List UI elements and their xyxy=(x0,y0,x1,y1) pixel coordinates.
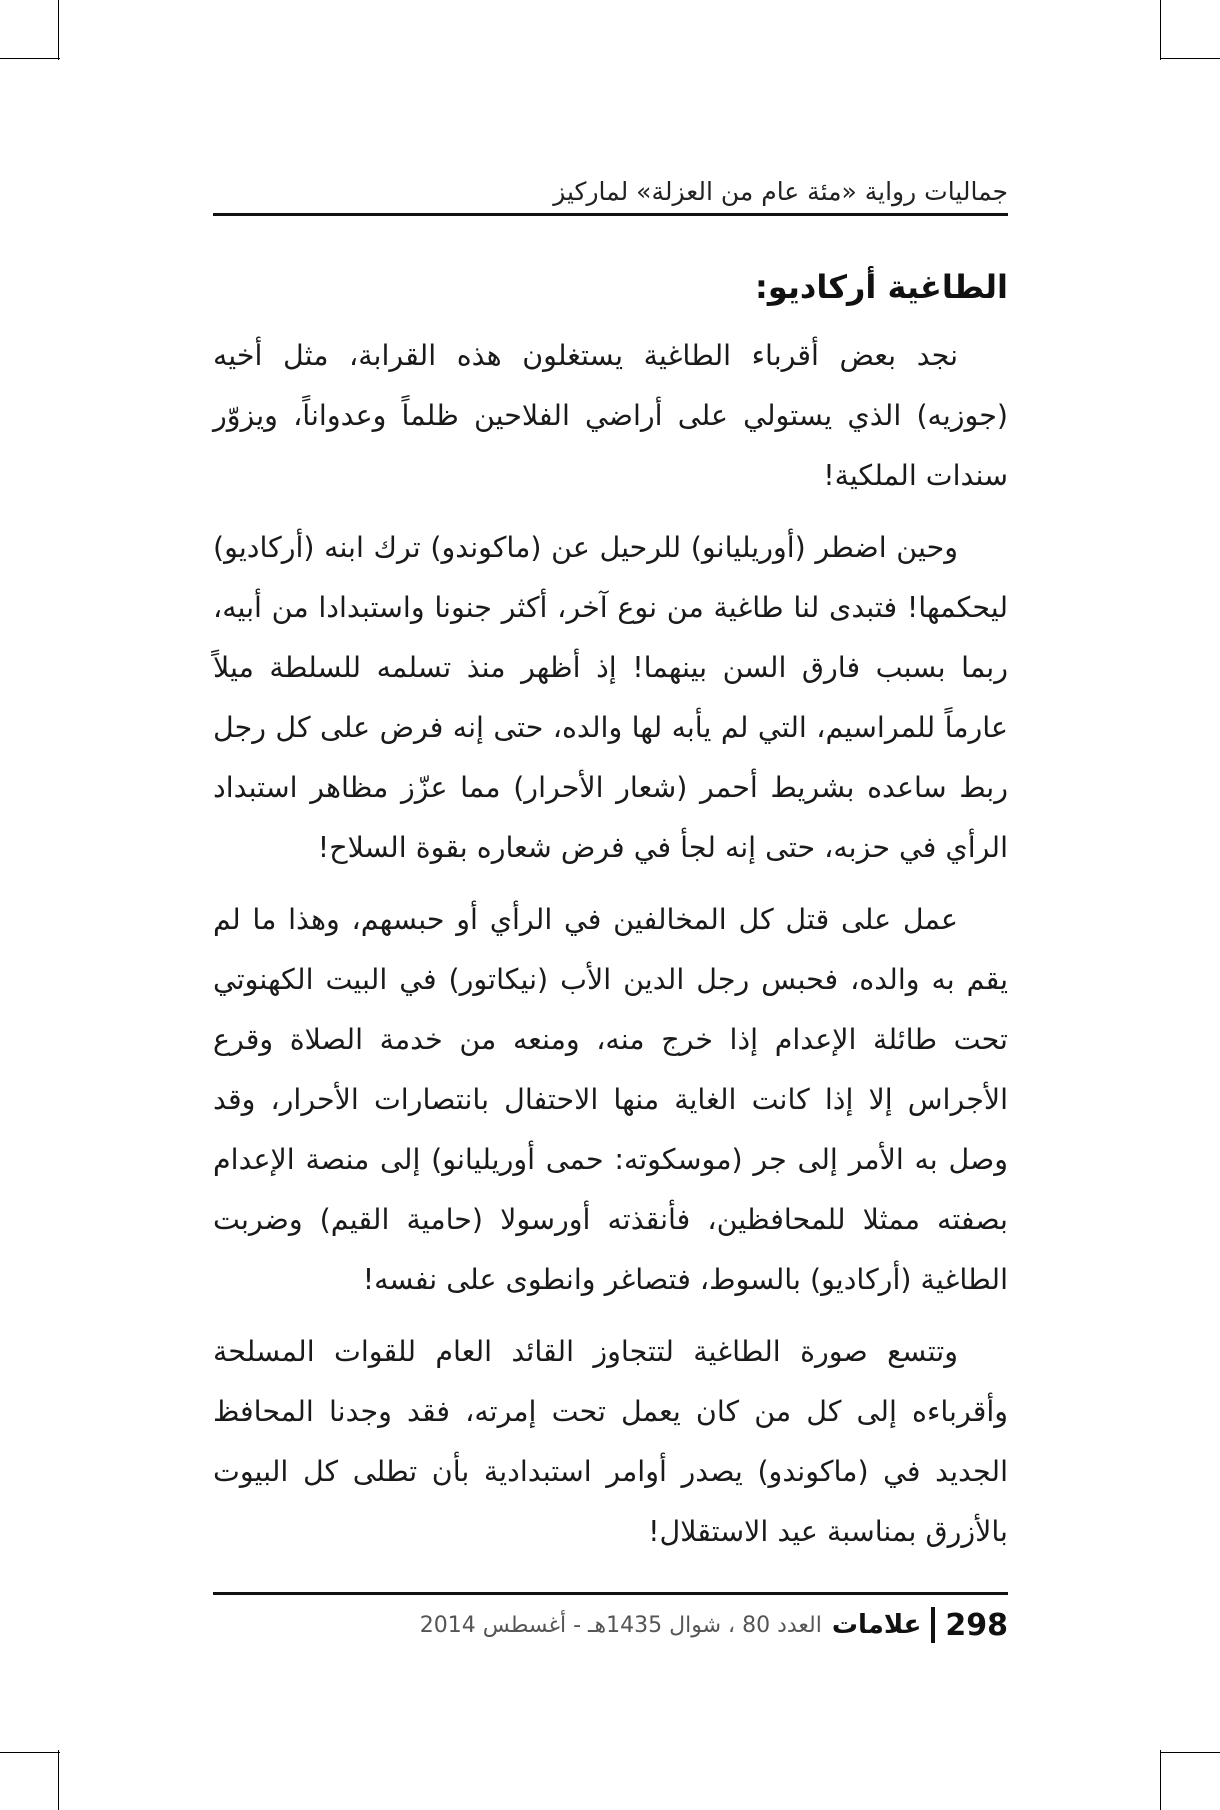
journal-logo: علامات xyxy=(831,1610,922,1640)
footer-divider xyxy=(213,1592,1008,1595)
running-title: جماليات رواية «مئة عام من العزلة» لماركيز xyxy=(553,177,1008,206)
page-number: 298 xyxy=(945,1607,1008,1643)
crop-mark xyxy=(1160,0,1161,60)
header-divider xyxy=(213,213,1008,216)
crop-mark xyxy=(0,1752,60,1753)
crop-mark xyxy=(58,0,59,60)
running-header xyxy=(213,170,1008,214)
paragraph: نجد بعض أقرباء الطاغية يستغلون هذه القرابة، مثل أخيه (جوزيه) الذي يستولي على أراضي الفلاحين ظلماً وعدواناً، ويزوّر سندات الملكية! xyxy=(213,339,1008,492)
section-title: الطاغية أركاديو: xyxy=(755,268,1008,306)
crop-mark xyxy=(0,58,60,59)
paragraph: وتتسع صورة الطاغية لتتجاوز القائد العام للقوات المسلحة وأقرباءه إلى كل من كان يعمل تحت إمرته، فقد وجدنا المحافظ الجديد في (ماكوندو) يصدر أوامر استبدادية بأن تطلى كل البيوت بالأزرق بمناسبة عيد الاستقلال! xyxy=(213,1335,1008,1548)
crop-mark xyxy=(58,1750,59,1810)
issue-info: العدد 80 ، شوال 1435هـ - أغسطس 2014 xyxy=(419,1612,822,1638)
page-footer xyxy=(213,1600,1008,1650)
paragraph: عمل على قتل كل المخالفين في الرأي أو حبسهم، وهذا ما لم يقم به والده، فحبس رجل الدين الأب (نيكاتور) في البيت الكهنوتي تحت طائلة الإعدام إذا خرج منه، ومنعه من خدمة الصلاة وقرع الأجراس إلا إذا كانت الغاية منها الاحتفال بانتصارات الأحرار، وقد وصل به الأمر إلى جر (موسكوته: حمى أوريليانو) إلى منصة الإعدام بصفته ممثلا للمحافظين، فأنقذته أورسولا (حامية القيم) وضربت الطاغية (أركاديو) بالسوط، فتصاغر وانطوى على نفسه! xyxy=(213,903,1008,1296)
crop-mark xyxy=(1160,1750,1161,1810)
crop-mark xyxy=(1160,58,1220,59)
paragraph: وحين اضطر (أوريليانو) للرحيل عن (ماكوندو) ترك ابنه (أركاديو) ليحكمها! فتبدى لنا طاغية من نوع آخر، أكثر جنونا واستبدادا من أبيه، ربما بسبب فارق السن بينهما! إذ أظهر منذ تسلمه للسلطة ميلاً عارماً للمراسيم، التي لم يأبه لها والده، حتى إنه فرض على كل رجل ربط ساعده بشريط أحمر (شعار الأحرار) مما عزّز مظاهر استبداد الرأي في حزبه، حتى إنه لجأ في فرض شعاره بقوة السلاح! xyxy=(213,531,1008,864)
footer-separator xyxy=(931,1607,935,1643)
article-body xyxy=(213,262,1008,1574)
crop-mark xyxy=(1160,1752,1220,1753)
